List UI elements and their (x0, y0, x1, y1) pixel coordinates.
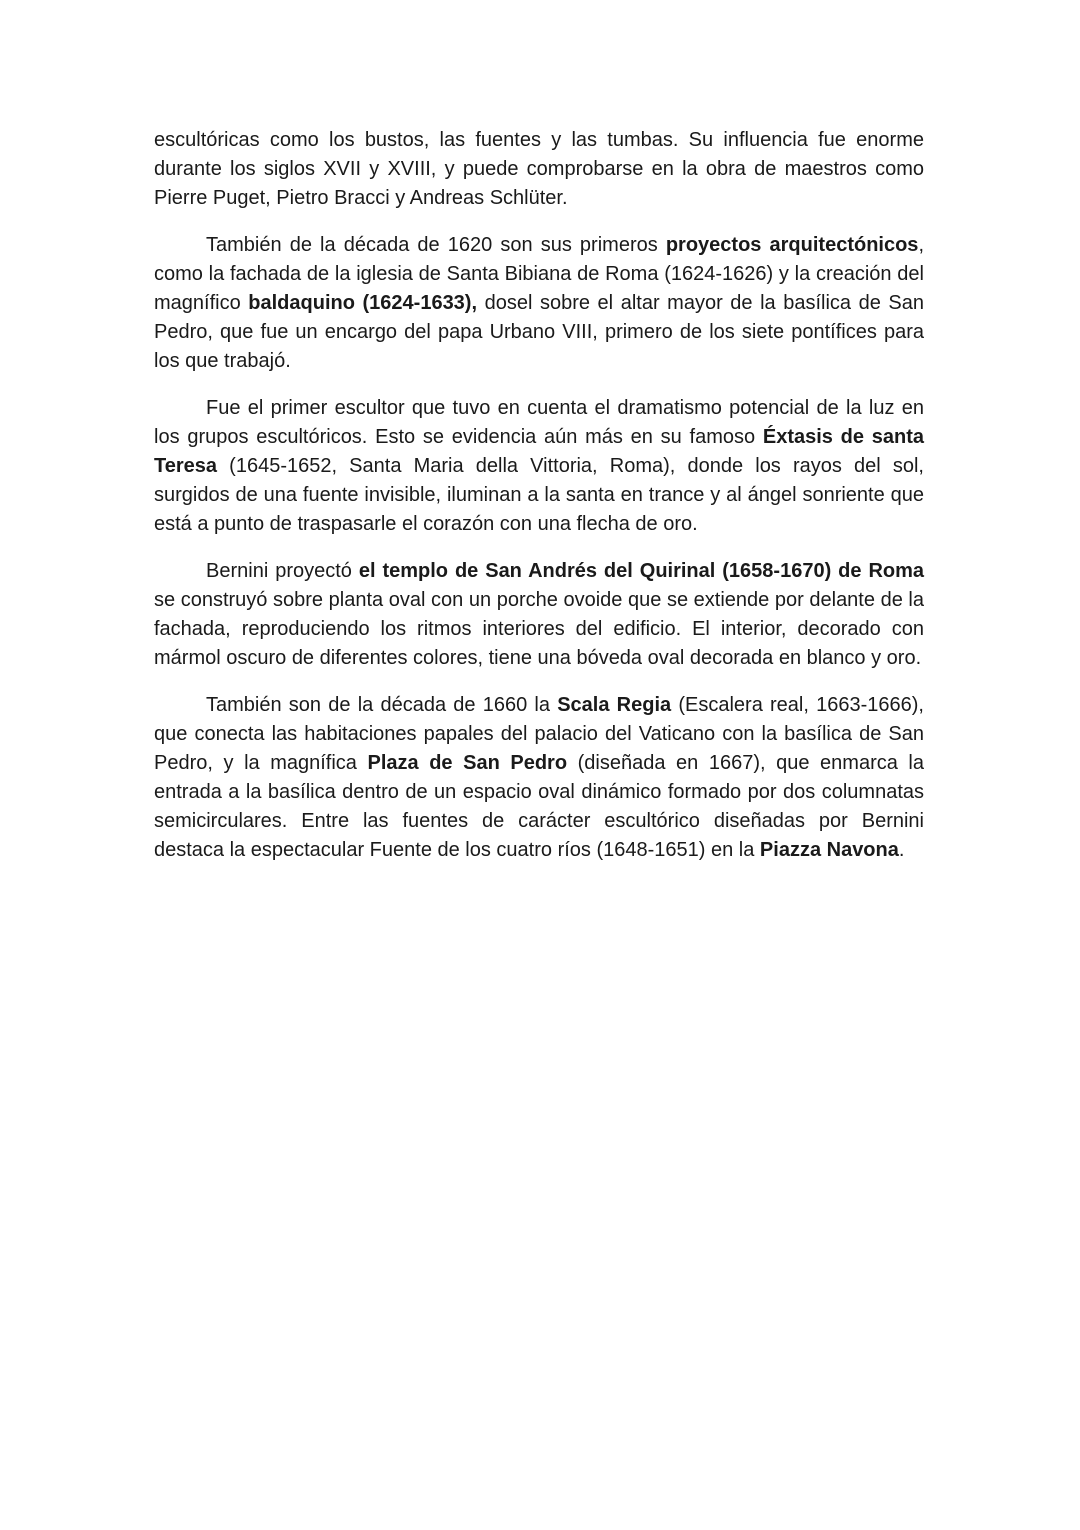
bold-term-plaza-san-pedro: Plaza de San Pedro (367, 752, 568, 774)
bold-term-piazza-navona: Piazza Navona (759, 839, 899, 861)
text-run: se construyó sobre planta oval con un porche ovoide que se extiende por delante de la fachada, reproduciendo los ritmos interiores del edificio. El interior, decorado con mármol oscuro de diferentes colores, tiene una bóveda oval decorada en blanco y oro. (154, 589, 924, 669)
paragraph-influence (154, 126, 924, 213)
bold-term-baldaquino: baldaquino (1624-1633), (248, 292, 478, 314)
text-run: . (898, 839, 905, 861)
bold-term-proyectos-arquitectonicos: proyectos arquitectónicos (665, 234, 919, 256)
paragraph-san-andres (154, 557, 924, 673)
text-run: También de la década de 1620 son sus primeros (206, 234, 666, 256)
text-run: escultóricas como los bustos, las fuentes y las tumbas. Su influencia fue enorme durante los siglos XVII y XVIII, y puede comprobarse en la obra de maestros como Pierre Puget, Pietro Bracci y Andreas Schlüter. (154, 129, 924, 209)
text-run: (1645-1652, Santa Maria della Vittoria, Roma), donde los rayos del sol, surgidos de una fuente invisible, iluminan a la santa en trance y al ángel sonriente que está a punto de traspasarle el corazón con una flecha de oro. (154, 455, 924, 535)
text-run: , como la fachada de la iglesia de Santa Bibiana de Roma (1624-1626) y la creación del magnífico (154, 234, 924, 314)
paragraph-scala-regia (154, 691, 924, 865)
bold-term-extasis-santa-teresa: Éxtasis de santa Teresa (154, 426, 925, 477)
text-run: dosel sobre el altar mayor de la basílica de San Pedro, que fue un encargo del papa Urbano VIII, primero de los siete pontífices para los que trabajó. (154, 292, 925, 372)
text-run: También son de la década de 1660 la (206, 694, 558, 716)
text-run: (Escalera real, 1663-1666), que conecta las habitaciones papales del palacio del Vaticano con la basílica de San Pedro, y la magnífica (154, 694, 924, 774)
bold-term-scala-regia: Scala Regia (557, 694, 672, 716)
paragraph-architectural-projects (154, 231, 924, 376)
text-run: Fue el primer escultor que tuvo en cuenta el dramatismo potencial de la luz en los grupos escultóricos. Esto se evidencia aún más en su famoso (154, 397, 924, 448)
bold-term-san-andres-quirinal: el templo de San Andrés del Quirinal (1658-1670) de Roma (358, 560, 925, 582)
text-run: Bernini proyectó (206, 560, 359, 582)
document-page (154, 126, 924, 883)
paragraph-light-drama (154, 394, 924, 539)
text-run: (diseñada en 1667), que enmarca la entrada a la basílica dentro de un espacio oval dinámico formado por dos columnatas semicirculares. Entre las fuentes de carácter escultórico diseñadas por Bernini destaca la espectacular Fuente de los cuatro ríos (1648-1651) en la (154, 752, 925, 861)
